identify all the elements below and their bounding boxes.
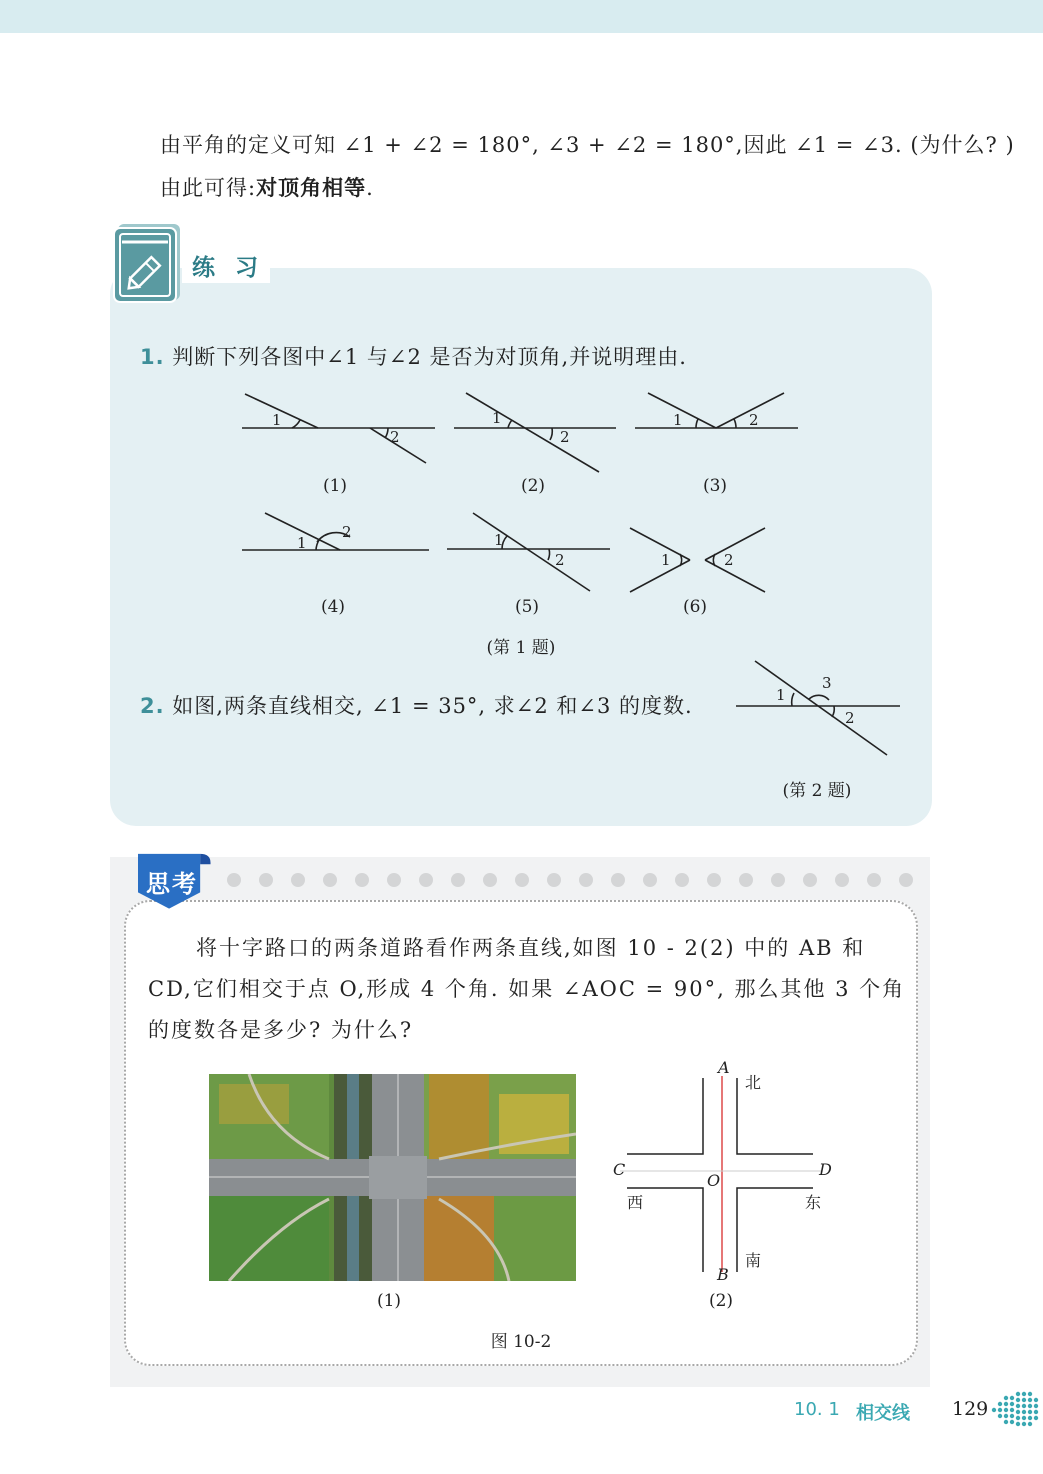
fig5-angle-2: 2 [555,551,565,569]
binder-hole [803,873,817,887]
fig5-angle-1: 1 [494,531,504,549]
fig-label-3: (3) [702,476,728,496]
section-number: 10. 1 [794,1399,840,1420]
top-color-band [0,0,1043,33]
q2-angle-3: 3 [822,674,832,692]
binder-hole [899,873,913,887]
q2-angle-1: 1 [776,686,786,704]
aerial-intersection-photo [209,1074,576,1281]
road-intersection-diagram [605,1058,845,1288]
q2-angle-2: 2 [845,709,855,727]
binder-hole [675,873,689,887]
point-o-label: O [707,1171,721,1190]
fig2-angle-2: 2 [560,428,570,446]
question-1-caption: (第 1 题) [486,638,556,658]
fig1-angle-2: 2 [390,428,400,446]
binder-hole [355,873,369,887]
intro-line-2-suffix: . [366,176,374,200]
binder-hole [707,873,721,887]
north-label: 北 [745,1073,762,1092]
fig-label-4: (4) [320,597,346,617]
binder-hole [323,873,337,887]
practice-title: 练 习 [182,253,270,283]
figure-caption: 图 10-2 [490,1332,552,1352]
question-1-number: 1. [140,345,165,369]
binder-hole [739,873,753,887]
fig1-angle-1: 1 [272,411,282,429]
binder-hole [547,873,561,887]
point-c-label: C [613,1160,626,1179]
binder-hole [611,873,625,887]
fig6-angle-2: 2 [724,551,734,569]
conclusion-bold: 对顶角相等 [256,176,367,200]
point-a-label: A [718,1058,730,1077]
binder-hole [835,873,849,887]
question-2 [140,690,693,720]
binder-hole [419,873,433,887]
binder-hole [451,873,465,887]
diagram-caption: (2) [708,1291,734,1311]
fig-label-5: (5) [514,597,540,617]
question-2-figure [730,655,910,765]
fig-label-2: (2) [520,476,546,496]
south-label: 南 [745,1251,762,1270]
binder-hole [515,873,529,887]
question-1 [140,341,687,371]
fig-label-1: (1) [322,476,348,496]
binder-hole [387,873,401,887]
point-d-label: D [819,1160,832,1179]
binder-hole [483,873,497,887]
fig3-angle-1: 1 [673,411,683,429]
binder-hole [867,873,881,887]
binder-hole [291,873,305,887]
question-2-text: 如图,两条直线相交, ∠1 = 35°, 求∠2 和∠3 的度数. [172,694,693,718]
think-line-3: 的度数各是多少? 为什么? [148,1018,414,1042]
section-title: 相交线 [856,1403,910,1424]
east-label: 东 [805,1193,822,1212]
question-2-number: 2. [140,694,165,718]
fig6-angle-1: 1 [661,551,671,569]
fig4-angle-1: 1 [297,534,307,552]
fig-label-6: (6) [682,597,708,617]
binder-hole [227,873,241,887]
question-2-caption: (第 2 题) [782,781,852,801]
think-line-2: CD,它们相交于点 O,形成 4 个角. 如果 ∠AOC = 90°, 那么其他 3 个角 [148,977,906,1001]
binder-hole [771,873,785,887]
question-1-figures [230,380,820,620]
think-line-1: 将十字路口的两条道路看作两条直线,如图 10 - 2(2) 中的 AB 和 [196,936,866,960]
dot-grid-icon [990,1390,1040,1430]
page-number: 129 [952,1398,989,1420]
question-1-text: 判断下列各图中∠1 与∠2 是否为对顶角,并说明理由. [172,345,687,369]
fig4-angle-2: 2 [342,523,352,541]
point-b-label: B [717,1265,729,1284]
binder-hole [259,873,273,887]
intro-line-1: 由平角的定义可知 ∠1 + ∠2 = 180°, ∠3 + ∠2 = 180°,因此 ∠1 = ∠3. (为什么? ) [160,133,1015,157]
think-badge-label: 思考 [146,870,198,898]
pencil-notebook-icon [112,220,186,304]
intro-line-2 [160,172,374,202]
photo-caption: (1) [376,1291,402,1311]
binder-hole [643,873,657,887]
west-label: 西 [627,1193,644,1212]
fig3-angle-2: 2 [749,411,759,429]
intro-line-2-prefix: 由此可得: [160,176,257,200]
fig2-angle-1: 1 [492,409,502,427]
binder-hole [579,873,593,887]
